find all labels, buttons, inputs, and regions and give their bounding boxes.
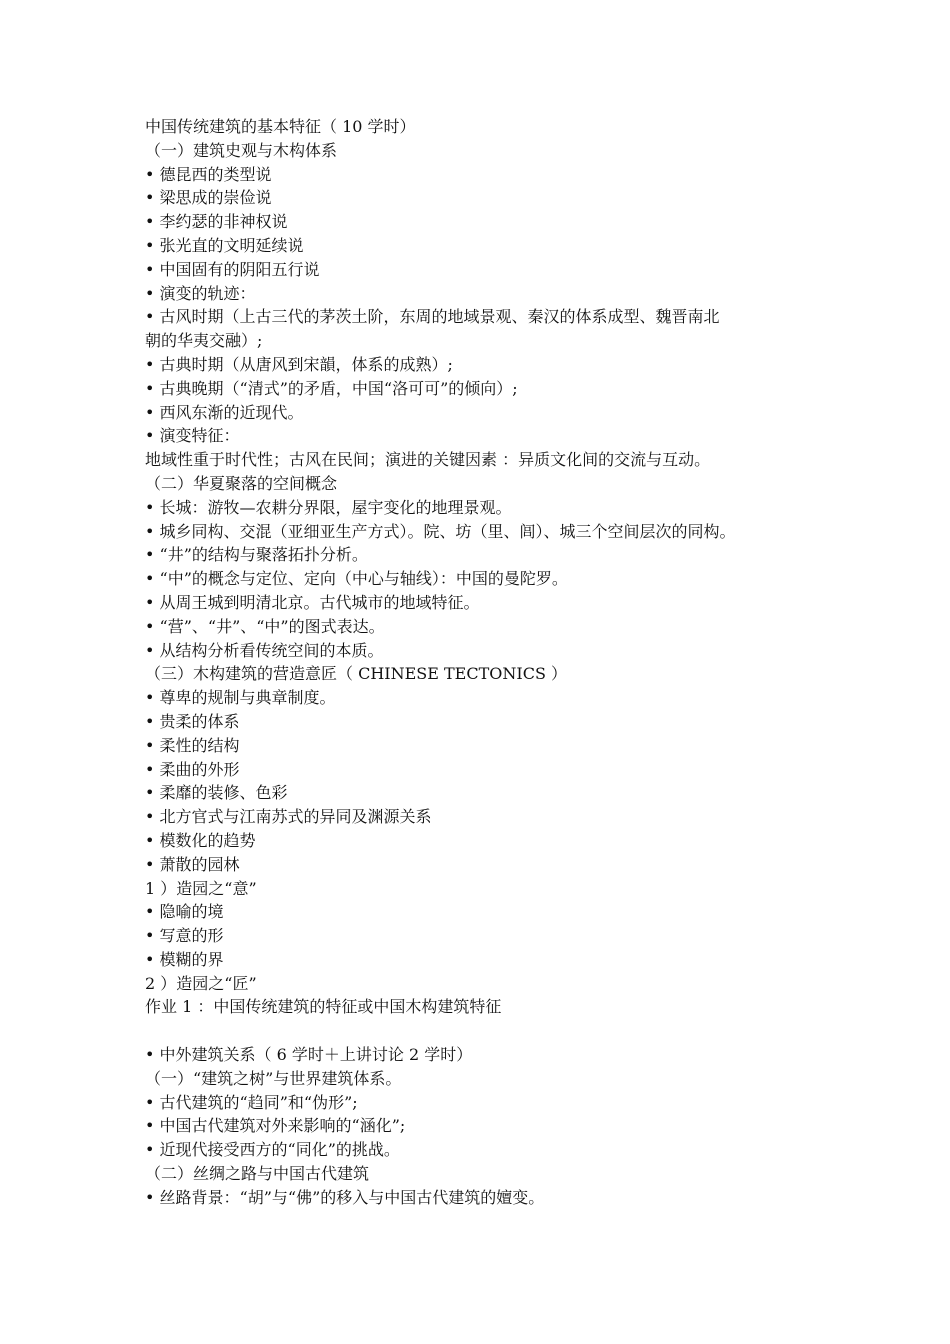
subsection-heading: 2 ）造园之“匠”	[145, 973, 257, 993]
section-heading: （二）丝绸之路与中国古代建筑	[145, 1164, 370, 1184]
text-line: 中国传统建筑的基本特征（ 10 学时）	[145, 117, 416, 136]
list-item: • 从周王城到明清北京。古代城市的地域特征。	[145, 592, 480, 612]
list-item: • 演变的轨迹：	[145, 283, 256, 303]
list-item: • “中”的概念与定位、定向（中心与轴线）：中国的曼陀罗。	[145, 569, 568, 589]
list-item: • 近现代接受西方的“同化”的挑战。	[145, 1140, 400, 1160]
subsection-heading: 1 ）造园之“意”	[145, 878, 257, 898]
list-item: • 张光直的文明延续说	[145, 235, 304, 255]
list-item: • 西风东渐的近现代。	[145, 402, 304, 422]
list-item: • 古典时期（从唐风到宋韻，体系的成熟）;	[145, 354, 453, 374]
list-item: • 写意的形	[145, 926, 224, 946]
list-item: • 柔性的结构	[145, 735, 240, 755]
list-item: • 模数化的趋势	[145, 830, 256, 850]
text-line: 地域性重于时代性；古风在民间；演进的关键因素 ：异质文化间的交流与互动。	[145, 450, 711, 470]
list-item: • 模糊的界	[145, 949, 224, 969]
list-item: • 尊卑的规制与典章制度。	[145, 688, 336, 708]
list-item: • 丝路背景：“胡”与“佛”的移入与中国古代建筑的嬗变。	[145, 1187, 545, 1207]
section-heading: （一）“建筑之树”与世界建筑体系。	[145, 1068, 402, 1088]
text-line: 朝的华夷交融）;	[145, 331, 263, 351]
list-item: • 贵柔的体系	[145, 711, 240, 731]
list-item: • 古代建筑的“趋同”和“伪形”;	[145, 1092, 358, 1112]
list-item: • “井”的结构与聚落拓扑分析。	[145, 545, 368, 565]
list-item: • 德昆西的类型说	[145, 164, 272, 184]
document-body	[145, 115, 825, 1210]
list-item: • 从结构分析看传统空间的本质。	[145, 640, 384, 660]
list-item: • 萧散的园林	[145, 854, 240, 874]
list-item: • 梁思成的崇俭说	[145, 188, 272, 208]
section-heading: （一）建筑史观与木构体系	[145, 140, 338, 160]
section-heading: （三）木构建筑的营造意匠（ CHINESE TECTONICS ）	[145, 664, 568, 684]
list-item: • 柔靡的装修、色彩	[145, 783, 288, 803]
list-item: • “营”、“井”、“中”的图式表达。	[145, 616, 385, 636]
list-item: • 中外建筑关系（ 6 学时＋上讲讨论 2 学时）	[145, 1045, 473, 1065]
list-item: • 古风时期（上古三代的茅茨土阶，东周的地域景观、秦汉的体系成型、魏晋南北	[145, 307, 720, 327]
list-item: • 演变特征：	[145, 426, 240, 446]
list-item: • 城乡同构、交混（亚细亚生产方式）。院、坊（里、闾）、城三个空间层次的同构。	[145, 521, 736, 541]
list-item: • 中国古代建筑对外来影响的“涵化”;	[145, 1116, 406, 1136]
list-item: • 长城：游牧—农耕分界限，屋宇变化的地理景观。	[145, 497, 512, 517]
list-item: • 北方官式与江南苏式的异同及渊源关系	[145, 807, 432, 827]
section-heading: （二）华夏聚落的空间概念	[145, 473, 338, 493]
blank-line	[145, 1019, 825, 1043]
list-item: • 古典晚期（“清式”的矛盾，中国“洛可可”的倾向）;	[145, 378, 518, 398]
list-item: • 中国固有的阴阳五行说	[145, 259, 320, 279]
list-item: • 柔曲的外形	[145, 759, 240, 779]
assignment-line: 作业 1 ：中国传统建筑的特征或中国木构建筑特征	[145, 997, 502, 1017]
list-item: • 隐喻的境	[145, 902, 224, 922]
list-item: • 李约瑟的非神权说	[145, 212, 288, 232]
